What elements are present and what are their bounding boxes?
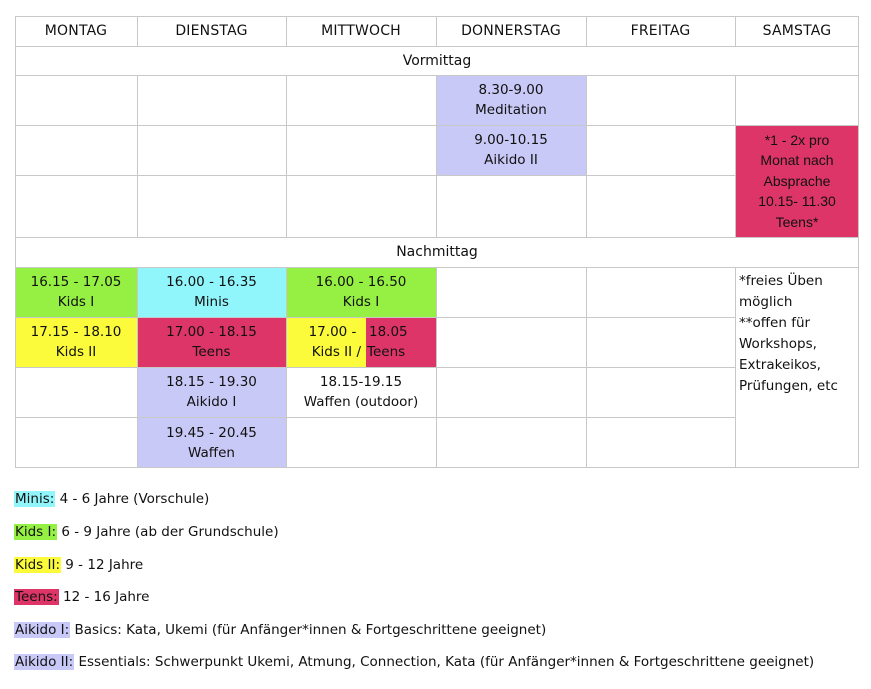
class-tue-aikido-i — [137, 367, 286, 417]
class-name: Aikido II — [484, 152, 538, 168]
sat-note-line: möglich — [739, 294, 793, 310]
class-tue-waffen — [137, 417, 286, 468]
section-morning — [15, 46, 859, 75]
day-header-monday — [15, 16, 137, 46]
legend-kids-ii — [14, 555, 143, 575]
section-label: Vormittag — [402, 52, 472, 69]
legend-text: Basics: Kata, Ukemi (für Anfänger*innen & Fortgeschrittene geeignet) — [70, 622, 547, 638]
class-name: Teens — [367, 344, 406, 360]
class-name: Kids II / — [311, 344, 361, 360]
sat-note-line: Extrakeikos, — [739, 357, 821, 373]
class-time: 19.45 - 20.45 — [166, 424, 257, 441]
class-name: Kids I — [342, 294, 380, 310]
sat-afternoon-note — [735, 267, 859, 468]
legend-text: 9 - 12 Jahre — [61, 557, 144, 573]
legend-tag: Teens: — [15, 589, 58, 605]
class-time: 18.05 — [369, 324, 408, 340]
class-mon-kids-ii — [15, 317, 137, 367]
legend-teens — [14, 587, 149, 607]
class-tue-teens — [137, 317, 286, 367]
sat-note-line: **offen für — [739, 315, 811, 331]
day-label: MONTAG — [44, 23, 108, 39]
legend-minis — [14, 489, 209, 509]
class-wed-teens — [366, 317, 436, 367]
legend-tag: Aikido I: — [15, 622, 70, 638]
day-header-friday — [586, 16, 735, 46]
day-label: MITTWOCH — [321, 23, 401, 39]
legend-tag: Kids II: — [15, 557, 61, 573]
class-time: 17.00 - 18.15 — [166, 324, 257, 340]
day-label: SAMSTAG — [762, 23, 832, 39]
section-afternoon — [15, 237, 859, 267]
day-label: DONNERSTAG — [461, 23, 561, 39]
sat-note-line: Teens* — [775, 213, 819, 230]
legend-aikido-ii — [14, 652, 814, 672]
class-name: Kids I — [57, 294, 95, 310]
class-time: 17.00 - — [308, 324, 357, 340]
day-label: FREITAG — [630, 23, 691, 39]
class-time: 16.15 - 17.05 — [30, 274, 122, 290]
class-time: 9.00-10.15 — [474, 132, 548, 148]
day-header-saturday — [735, 16, 859, 46]
class-sat-teens-monthly — [735, 125, 859, 237]
class-thu-meditation — [436, 75, 586, 125]
legend-text: Essentials: Schwerpunkt Ukemi, Atmung, Connection, Kata (für Anfänger*innen & Fortgeschrittene geeignet) — [74, 654, 815, 670]
class-time: 18.15-19.15 — [319, 374, 403, 390]
class-time: 17.15 - 18.10 — [30, 324, 122, 340]
class-name: Waffen (outdoor) — [303, 394, 419, 410]
sat-note-line: 10.15- 11.30 — [758, 193, 836, 210]
day-header-wednesday — [286, 16, 436, 46]
legend-aikido-i — [14, 620, 546, 640]
class-wed-kids-i — [286, 267, 436, 317]
class-name: Meditation — [475, 102, 547, 118]
sat-note-line: *1 - 2x pro — [764, 131, 830, 148]
class-name: Minis — [194, 294, 229, 310]
class-thu-aikido-ii — [436, 125, 586, 175]
class-tue-minis — [137, 267, 286, 317]
legend-kids-i — [14, 522, 279, 542]
sat-note-line: Workshops, — [739, 336, 817, 352]
sat-note-line: *freies Üben — [739, 273, 823, 289]
class-mon-kids-i — [15, 267, 137, 317]
class-wed-kids-ii — [286, 317, 366, 367]
class-wed-waffen-outdoor — [286, 367, 436, 417]
legend-text: 4 - 6 Jahre (Vorschule) — [55, 491, 210, 507]
legend-tag: Minis: — [15, 491, 55, 507]
class-time: 16.00 - 16.50 — [315, 274, 407, 290]
legend-tag: Kids I: — [15, 524, 57, 540]
section-label: Nachmittag — [396, 244, 478, 260]
class-name: Aikido I — [186, 394, 237, 410]
class-time: 8.30-9.00 — [478, 82, 544, 98]
legend-text: 12 - 16 Jahre — [58, 589, 150, 605]
class-name: Waffen — [188, 444, 235, 461]
day-header-thursday — [436, 16, 586, 46]
class-time: 16.00 - 16.35 — [166, 274, 257, 290]
sat-note-line: Absprache — [763, 172, 831, 189]
legend-text: 6 - 9 Jahre (ab der Grundschule) — [57, 524, 279, 540]
day-header-tuesday — [137, 16, 286, 46]
class-time: 18.15 - 19.30 — [166, 374, 257, 390]
day-label: DIENSTAG — [175, 23, 248, 39]
sat-note-line: Prüfungen, etc — [739, 378, 838, 394]
class-name: Teens — [192, 344, 231, 360]
class-name: Kids II — [55, 344, 97, 360]
sat-note-line: Monat nach — [760, 152, 834, 169]
legend-tag: Aikido II: — [15, 654, 74, 670]
